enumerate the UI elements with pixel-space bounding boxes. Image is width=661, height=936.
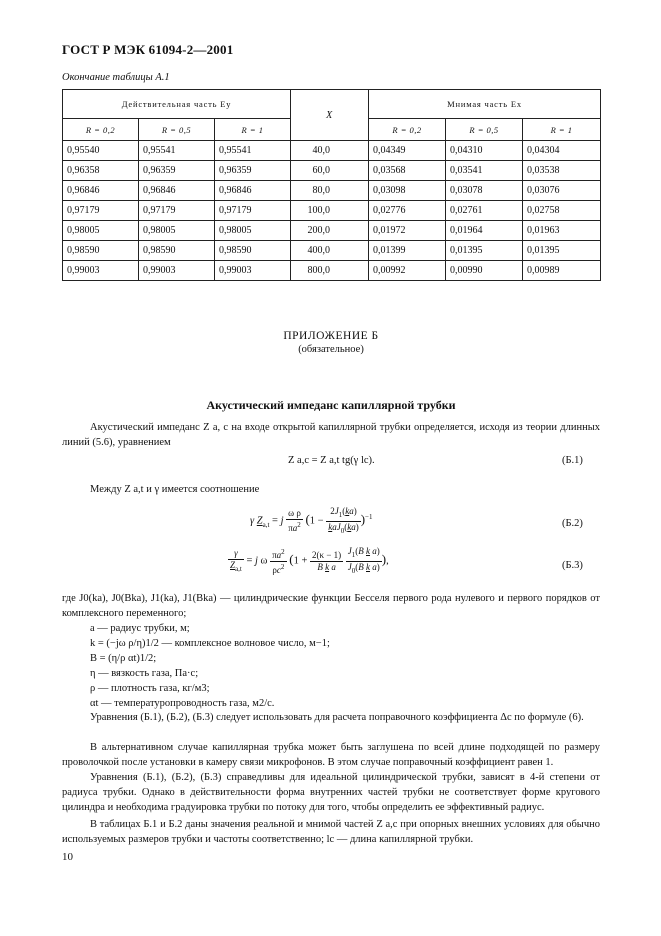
equation-b3-number: (Б.3): [562, 560, 583, 571]
table-row: [63, 241, 601, 261]
table-cell: 0,01964: [446, 221, 523, 241]
page-number: 10: [62, 851, 73, 863]
definition-item: a — радиус трубки, м;: [90, 623, 190, 634]
table-cell: 0,97179: [215, 201, 291, 221]
appendix-subtitle: (обязательное): [298, 344, 364, 355]
table-cell: 0,98005: [215, 221, 291, 241]
table-cell: 400,0: [291, 241, 369, 261]
data-table: [62, 89, 601, 281]
table-cell: 0,01395: [523, 241, 601, 261]
equation-b2: γ $Z_{а,t} = j$ $\frac{\text{ω ρ}}{\pi a^2}$ (1 − $\frac{2J_1(ka)}{kaJ_0(ka)}$ )$^{-1}$: [250, 506, 373, 535]
table-cell: 200,0: [291, 221, 369, 241]
table-cell: 60,0: [291, 161, 369, 181]
table-caption: Окончание таблицы А.1: [62, 72, 170, 83]
definition-item: η — вязкость газа, Па·с;: [90, 668, 199, 679]
table-row: [63, 221, 601, 241]
subheader: R = 0,5: [446, 119, 523, 141]
document-header: ГОСТ Р МЭК 61094-2—2001: [62, 42, 234, 57]
table-row: [63, 141, 601, 161]
subheader: R = 0,2: [369, 119, 446, 141]
table-cell: 0,04349: [369, 141, 446, 161]
header-real-part: Действительная часть Ey: [63, 90, 291, 119]
definition-item: k = (−jω ρ/η)1/2 — комплексное волновое число, м−1;: [90, 638, 330, 649]
equation-b3: $\frac{\gamma}{Z_{а,t}}$ = j ω $\frac{\pi a^2}{\rho c^2}$ (1 + $\frac{2(\kappa - 1)}{\text{B k a}}$ $\frac{J_1(B k a)}{J_0(B k a)}$ ),: [230, 546, 389, 575]
table-cell: 0,00989: [523, 261, 601, 281]
header-x: X: [291, 90, 369, 141]
table-cell: 0,96846: [139, 181, 215, 201]
table-cell: 800,0: [291, 261, 369, 281]
subheader: R = 0,5: [139, 119, 215, 141]
paragraph-tables: В таблицах Б.1 и Б.2 даны значения реальной и мнимой частей Z а,с при опорных внешних условиях для обычно используемых размеров трубки и частоты соответственно; lс — длина капиллярной трубки.: [62, 819, 600, 845]
table-cell: 0,96846: [215, 181, 291, 201]
table-cell: 0,03538: [523, 161, 601, 181]
table-cell: 0,95540: [63, 141, 139, 161]
table-cell: 0,00992: [369, 261, 446, 281]
table-cell: 0,98590: [63, 241, 139, 261]
table-cell: 0,03098: [369, 181, 446, 201]
section-title: Акустический импеданс капиллярной трубки: [206, 398, 456, 412]
definitions-list: [90, 621, 590, 711]
equation-b1: Z а,с = Z а,t tg(γ lс).: [288, 455, 375, 466]
table-cell: 0,95541: [139, 141, 215, 161]
table-cell: 0,99003: [139, 261, 215, 281]
table-cell: 0,98005: [63, 221, 139, 241]
subheader: R = 1: [215, 119, 291, 141]
table-cell: 0,04304: [523, 141, 601, 161]
paragraph-bessel: где J0(ka), J0(Bka), J1(ka), J1(Bka) — цилиндрические функции Бесселя первого рода нулевого и первого порядков от комплексного переменного;: [62, 593, 600, 619]
table-row: [63, 261, 601, 281]
table-cell: 0,01395: [446, 241, 523, 261]
equation-b2-number: (Б.2): [562, 518, 583, 529]
table-cell: 0,03568: [369, 161, 446, 181]
table-cell: 0,97179: [63, 201, 139, 221]
paragraph-validity: Уравнения (Б.1), (Б.2), (Б.3) справедливы для идеальной цилиндрической трубки, зависят в 4-й степени от радиуса трубки. Однако в действительности форма внутренних частей трубки не соответствует форме кругового цилиндра и необходима градуировка трубки по потоку для того, чтобы определить ее эффективный радиус.: [62, 772, 600, 813]
table-cell: 0,02761: [446, 201, 523, 221]
table-row: [63, 201, 601, 221]
table-cell: 0,97179: [139, 201, 215, 221]
table-cell: 0,02758: [523, 201, 601, 221]
table-cell: 0,01963: [523, 221, 601, 241]
table-cell: 0,03078: [446, 181, 523, 201]
table-cell: 0,96359: [215, 161, 291, 181]
paragraph-relation: Между Z а,t и γ имеется соотношение: [90, 484, 260, 495]
appendix-title: ПРИЛОЖЕНИЕ Б: [283, 330, 379, 342]
table-cell: 0,00990: [446, 261, 523, 281]
table-cell: 0,01972: [369, 221, 446, 241]
table-cell: 0,03541: [446, 161, 523, 181]
table-cell: 0,95541: [215, 141, 291, 161]
table-cell: 100,0: [291, 201, 369, 221]
table-cell: 80,0: [291, 181, 369, 201]
subheader: R = 0,2: [63, 119, 139, 141]
table-row: [63, 181, 601, 201]
paragraph-usage: Уравнения (Б.1), (Б.2), (Б.3) следует использовать для расчета поправочного коэффициента Δc по формуле (6).: [90, 712, 584, 723]
table-cell: 0,99003: [215, 261, 291, 281]
definition-item: B = (η/ρ αt)1/2;: [90, 653, 157, 664]
definition-item: ρ — плотность газа, кг/м3;: [90, 683, 210, 694]
table-cell: 0,96359: [139, 161, 215, 181]
header-imag-part: Мнимая часть Ex: [369, 90, 601, 119]
table-cell: 0,01399: [369, 241, 446, 261]
table-cell: 0,98590: [139, 241, 215, 261]
table-cell: 0,04310: [446, 141, 523, 161]
table-cell: 0,99003: [63, 261, 139, 281]
table-cell: 40,0: [291, 141, 369, 161]
subheader: R = 1: [523, 119, 601, 141]
equation-b1-number: (Б.1): [562, 455, 583, 466]
table-cell: 0,98005: [139, 221, 215, 241]
table-row: [63, 161, 601, 181]
table-cell: 0,96358: [63, 161, 139, 181]
table-cell: 0,96846: [63, 181, 139, 201]
definition-item: αt — температуропроводность газа, м2/с.: [90, 698, 275, 709]
table-cell: 0,03076: [523, 181, 601, 201]
paragraph-intro: Акустический импеданс Z а, с на входе открытой капиллярной трубки определяется, исходя из теории длинных линий (5.6), уравнением: [62, 422, 600, 448]
table-cell: 0,98590: [215, 241, 291, 261]
paragraph-alternative: В альтернативном случае капиллярная трубка может быть заглушена по всей длине подходящей по размеру проволочкой после установки в камеру связи микрофонов. В этом случае поправочный коэффициент равен 1.: [62, 742, 600, 768]
table-cell: 0,02776: [369, 201, 446, 221]
